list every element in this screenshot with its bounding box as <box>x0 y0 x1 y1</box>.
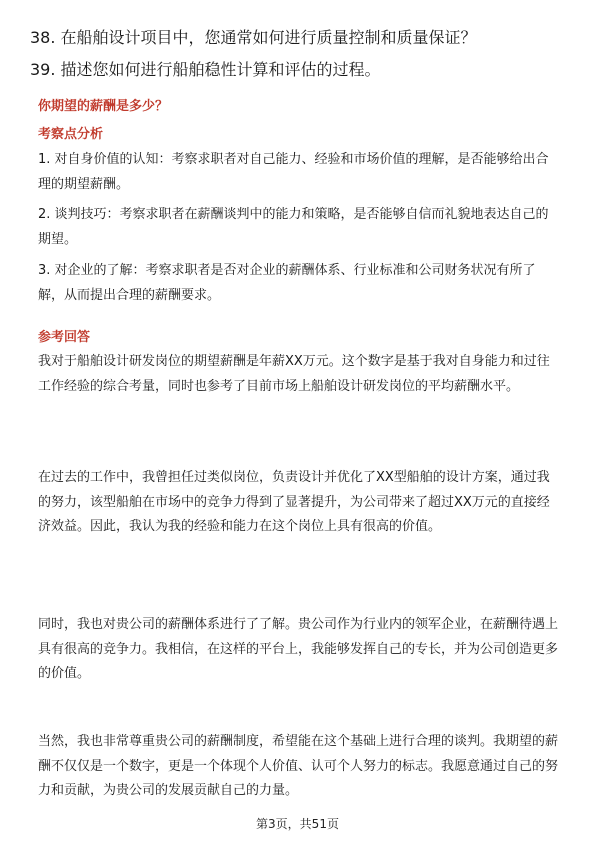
answer-paragraph-4: 当然，我也非常尊重贵公司的薪酬制度，希望能在这个基础上进行合理的谈判。我期望的薪酬不仅仅是一个数字，更是一个体现个人价值、认可个人努力的标志。我愿意通过自己的努力和贡献，为贵公司的发展贡献自己的力量。 <box>38 734 559 798</box>
answer-paragraph-3: 同时，我也对贵公司的薪酬体系进行了了解。贵公司作为行业内的领军企业，在薪酬待遇上具有很高的竞争力。我相信，在这样的平台上，我能够发挥自己的专长，并为公司创造更多的价值。 <box>38 617 559 681</box>
section-title: 你期望的薪酬是多少？ <box>38 99 169 114</box>
analysis-item-1: 1. 对自身价值的认知：考察求职者对自己能力、经验和市场价值的理解，是否能够给出合理的期望薪酬。 <box>38 152 549 192</box>
analysis-heading: 考察点分析 <box>38 127 104 142</box>
answer-heading: 参考回答 <box>38 330 91 345</box>
question-39: 39. 描述您如何进行船舶稳性计算和评估的过程。 <box>30 60 381 79</box>
analysis-item-3: 3. 对企业的了解：考察求职者是否对企业的薪酬体系、行业标准和公司财务状况有所了解，从而提出合理的薪酬要求。 <box>38 263 536 303</box>
answer-paragraph-2: 在过去的工作中，我曾担任过类似岗位，负责设计并优化了XX型船舶的设计方案，通过我的努力，该型船舶在市场中的竞争力得到了显著提升，为公司带来了超过XX万元的直接经济效益。因此，我认为我的经验和能力在这个岗位上具有很高的价值。 <box>38 470 550 534</box>
answer-paragraph-1: 我对于船舶设计研发岗位的期望薪酬是年薪XX万元。这个数字是基于我对自身能力和过往工作经验的综合考量，同时也参考了目前市场上船舶设计研发岗位的平均薪酬水平。 <box>38 354 550 394</box>
question-38: 38. 在船舶设计项目中，您通常如何进行质量控制和质量保证？ <box>30 28 477 47</box>
page-footer: 第3页，共51页 <box>256 817 339 831</box>
analysis-item-2: 2. 谈判技巧：考察求职者在薪酬谈判中的能力和策略，是否能够自信而礼貌地表达自己的期望。 <box>38 207 549 247</box>
